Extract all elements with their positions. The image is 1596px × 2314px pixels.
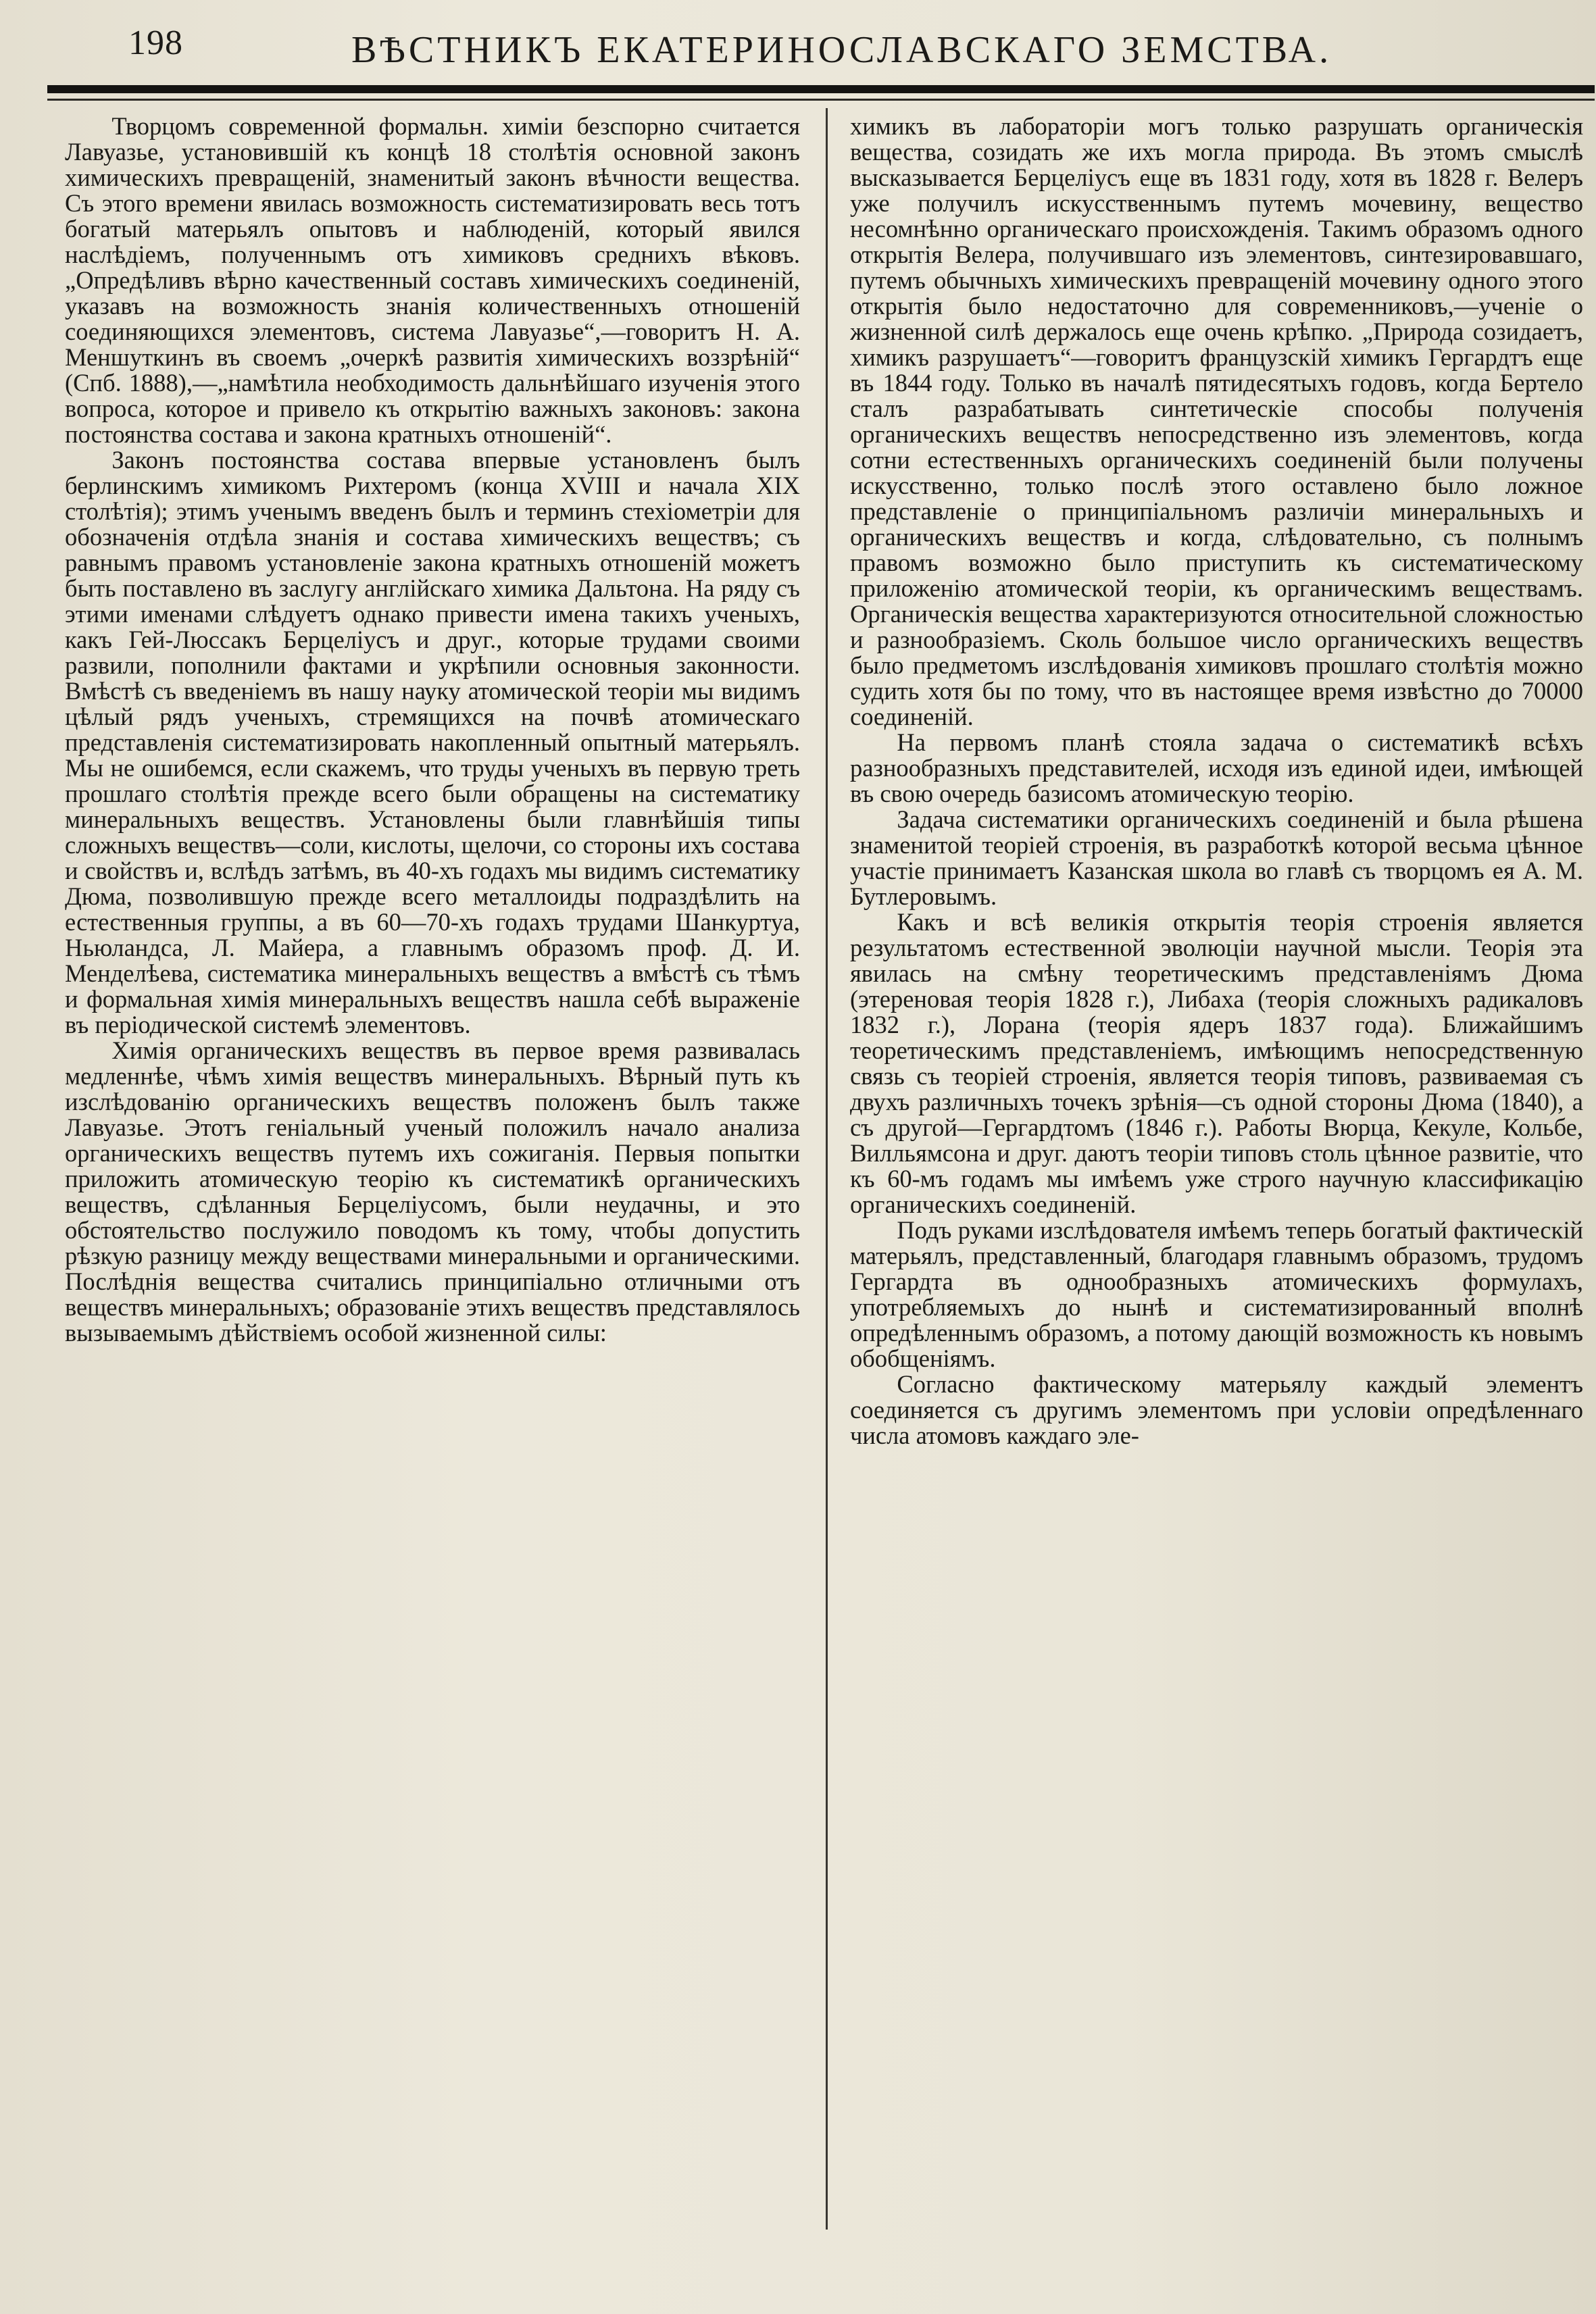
paragraph: На первомъ планѣ стояла задача о систематикѣ всѣхъ разнообразныхъ представителей, исходя изъ единой идеи, имѣющей въ свою очередь базисомъ атомическую теорію. — [850, 728, 1583, 807]
page-header — [47, 19, 1568, 73]
left-column — [65, 114, 800, 2303]
header-rule-thick — [47, 85, 1595, 93]
paragraph: Химія органическихъ веществъ въ первое время развивалась медленнѣе, чѣмъ химія веществъ минеральныхъ. Вѣрный путь къ изслѣдованію органическихъ веществъ положенъ былъ также Лавуазье. Этотъ геніальный ученый положилъ начало анализа органическихъ веществъ путемъ ихъ сожиганія. Первыя попытки приложить атомическую теорію къ систематикѣ органическихъ веществъ, сдѣланныя Берцеліусомъ, были неудачны, и это обстоятельство послужило поводомъ къ тому, чтобы допустить рѣзкую разницу между веществами минеральными и органическими. Послѣднія вещества считались принципіально отличными отъ веществъ минеральныхъ; образованіе этихъ веществъ представлялось вызываемымъ дѣйствіемъ особой жизненной силы: — [65, 1036, 800, 1347]
paragraph: Задача систематики органическихъ соединеній и была рѣшена знаменитой теоріей строенія, въ разработкѣ которой весьма цѣнное участіе принимаетъ Казанская школа во главѣ съ творцомъ ея А. М. Бутлеровымъ. — [850, 805, 1583, 910]
paragraph: химикъ въ лабораторіи могъ только разрушать органическія вещества, созидать же ихъ могла природа. Въ этомъ смыслѣ высказывается Берцеліусъ еще въ 1831 году, хотя въ 1828 г. Велеръ уже получилъ искусственнымъ путемъ мочевину, вещество несомнѣнно органическаго происхожденія. Такимъ образомъ одного открытія Велера, получившаго изъ элементовъ, синтезировавшаго, путемъ обычныхъ химическихъ превращеній мочевину одного этого открытія было недостаточно для современниковъ,—ученіе о жизненной силѣ держалось еще очень крѣпко. „Природа созидаетъ, химикъ разрушаетъ“—говоритъ французскій химикъ Гергардтъ еще въ 1844 году. Только въ началѣ пятидесятыхъ годовъ, когда Бертело сталъ разрабатывать синтетическіе способы полученія органическихъ веществъ непосредственно изъ элементовъ, когда сотни естественныхъ органическихъ соединеній были получены искусственно, только послѣ этого оставлено было ложное представленіе о принципіальномъ различіи минеральныхъ и органическихъ веществъ и когда, слѣдовательно, съ полнымъ правомъ возможно было приступить къ систематическому приложенію атомической теоріи, къ органическимъ веществамъ. Органическія вещества характеризуются относительной сложностью и разнообразіемъ. Сколь большое число органическихъ веществъ было предметомъ изслѣдованія химиковъ прошлаго столѣтія можно судить хотя бы по тому, что въ настоящее время извѣстно до 70000 соединеній. — [850, 114, 1583, 730]
column-divider — [826, 108, 828, 2230]
page-number: 198 — [128, 24, 183, 62]
paragraph: Законъ постоянства состава впервые установленъ былъ берлинскимъ химикомъ Рихтеромъ (конца XVIII и начала XIX столѣтія); этимъ ученымъ введенъ былъ и терминъ стехіометріи для обозначенія отдѣла знанія и состава химическихъ веществъ; съ равнымъ правомъ установленіе закона кратныхъ отношеній можетъ быть поставлено въ заслугу англійскаго химика Дальтона. На ряду съ этими именами слѣдуетъ однако привести имена такихъ ученыхъ, какъ Гей-Люссакъ Берцеліусъ и друг., которые трудами своими развили, пополнили фактами и укрѣпили основныя законности. Вмѣстѣ съ введеніемъ въ нашу науку атомической теоріи мы видимъ цѣлый рядъ ученыхъ, стремящихся на почвѣ атомическаго представленія систематизировать накопленный опытный матерьялъ. Мы не ошибемся, если скажемъ, что труды ученыхъ въ первую треть прошлаго столѣтія прежде всего были обращены на систематику минеральныхъ веществъ. Установлены были главнѣйшія типы сложныхъ веществъ—соли, кислоты, щелочи, со стороны ихъ состава и свойствъ и, вслѣдъ затѣмъ, въ 40-хъ годахъ мы видимъ систематику Дюма, позволившую прежде всего металлоиды подраздѣлить на естественныя группы, а въ 60—70-хъ годахъ трудами Шанкуртуа, Ньюландса, Л. Майера, а главнымъ образомъ проф. Д. И. Менделѣева, систематика минеральныхъ веществъ а вмѣстѣ съ тѣмъ и формальная химія минеральныхъ веществъ нашла себѣ выраженіе въ періодической системѣ элементовъ. — [65, 446, 800, 1038]
paragraph: Согласно фактическому матерьялу каждый элементъ соединяется съ другимъ элементомъ при условіи опредѣленнаго числа атомовъ каждаго эле- — [850, 1370, 1583, 1449]
right-column — [850, 114, 1583, 2303]
paragraph: Какъ и всѣ великія открытія теорія строенія является результатомъ естественной эволюціи научной мысли. Теорія эта явилась на смѣну теоретическимъ представленіямъ Дюма (этереновая теорія 1828 г.), Либаха (теорія сложныхъ радикаловъ 1832 г.), Лорана (теорія ядеръ 1837 года). Ближайшимъ теоретическимъ представленіемъ, имѣющимъ непосредственную связь съ теоріей строенія, является теорія типовъ, развиваемая съ двухъ различныхъ точекъ зрѣнія—съ одной стороны Дюма (1840), а съ другой—Гергардтомъ (1846 г.). Работы Вюрца, Кекуле, Кольбе, Вилльямсона и друг. даютъ теоріи типовъ столь цѣнное развитіе, что къ 60-мъ годамъ мы имѣемъ уже строго научную классификацію органическихъ соединеній. — [850, 908, 1583, 1218]
journal-title: ВѢСТНИКЪ ЕКАТЕРИНОСЛАВСКАГО ЗЕМСТВА. — [351, 29, 1332, 71]
header-rule-thin — [47, 99, 1595, 101]
paragraph: Подъ руками изслѣдователя имѣемъ теперь богатый фактическій матерьялъ, представленный, благодаря главнымъ образомъ, трудомъ Гергардта въ однообразныхъ атомическихъ формулахъ, употребляемыхъ до нынѣ и систематизированный вполнѣ опредѣленнымъ образомъ, а потому дающій возможность къ новымъ обобщеніямъ. — [850, 1216, 1583, 1372]
paragraph: Творцомъ современной формальн. химіи безспорно считается Лавуазье, установившій къ концѣ 18 столѣтія основной законъ химическихъ превращеній, знаменитый законъ вѣчности вещества. Съ этого времени явилась возможность систематизировать весь тотъ богатый матерьялъ опытовъ и наблюденій, который явился наслѣдіемъ, полученнымъ отъ химиковъ среднихъ вѣковъ. „Опредѣливъ вѣрно качественный составъ химическихъ соединеній, указавъ на возможность знанія количественныхъ отношеній соединяющихся элементовъ, система Лавуазье“,—говоритъ Н. А. Меншуткинъ въ своемъ „очеркѣ развитія химическихъ воззрѣній“ (Спб. 1888),—„намѣтила необходимость дальнѣйшаго изученія этого вопроса, которое и привело къ открытію важныхъ законовъ: закона постоянства состава и закона кратныхъ отношеній“. — [65, 114, 800, 448]
